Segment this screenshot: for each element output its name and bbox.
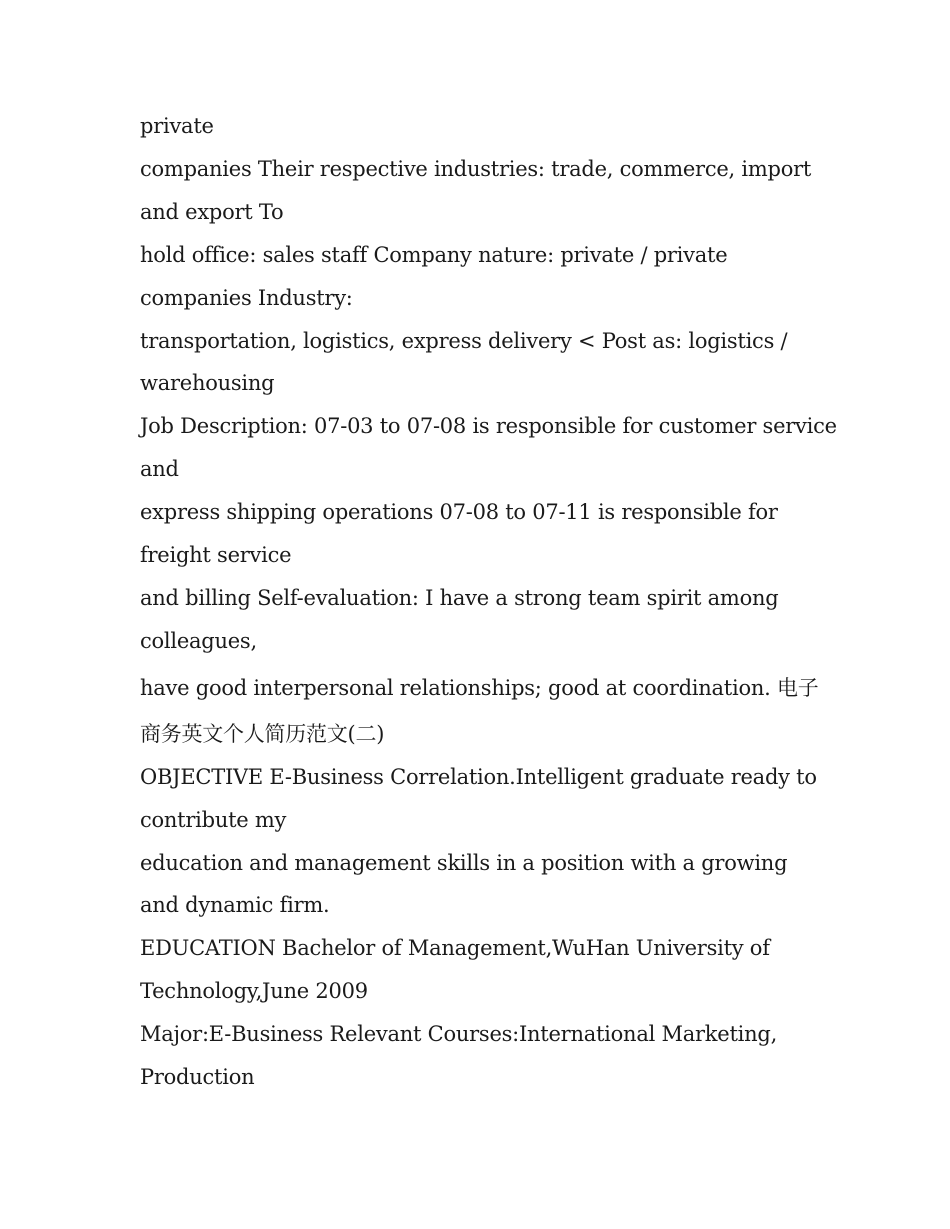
text-line: and dynamic firm. <box>140 893 330 918</box>
text-line: EDUCATION Bachelor of Management,WuHan University of <box>140 936 770 961</box>
text-line: warehousing <box>140 371 275 396</box>
text-line: Major:E-Business Relevant Courses:International Marketing, <box>140 1022 777 1047</box>
text-line: Production <box>140 1065 255 1090</box>
text-line: contribute my <box>140 807 287 832</box>
text-line: companies Their respective industries: trade, commerce, import <box>140 156 812 181</box>
resume-text-body <box>140 105 837 1099</box>
text-line: transportation, logistics, express delivery < Post as: logistics / <box>140 328 788 353</box>
text-line: Technology,June 2009 <box>140 979 368 1004</box>
text-line: have good interpersonal relationships; good at coordination. 电子 <box>140 675 819 700</box>
text-line: express shipping operations 07-08 to 07-11 is responsible for <box>140 500 778 525</box>
text-line: colleagues, <box>140 628 257 653</box>
text-line: and <box>140 457 179 482</box>
text-line: education and management skills in a position with a growing <box>140 850 788 875</box>
text-line: and export To <box>140 199 284 224</box>
text-line: Job Description: 07-03 to 07-08 is responsible for customer service <box>140 414 837 439</box>
text-line: hold office: sales staff Company nature: private / private <box>140 242 728 267</box>
text-line: companies Industry: <box>140 285 353 310</box>
section-heading-chinese: 商务英文个人简历范文(二) <box>140 721 385 746</box>
text-line: freight service <box>140 543 292 568</box>
text-line: private <box>140 114 214 138</box>
text-line: and billing Self-evaluation: I have a strong team spirit among <box>140 585 779 610</box>
text-line: OBJECTIVE E-Business Correlation.Intelligent graduate ready to <box>140 764 817 789</box>
